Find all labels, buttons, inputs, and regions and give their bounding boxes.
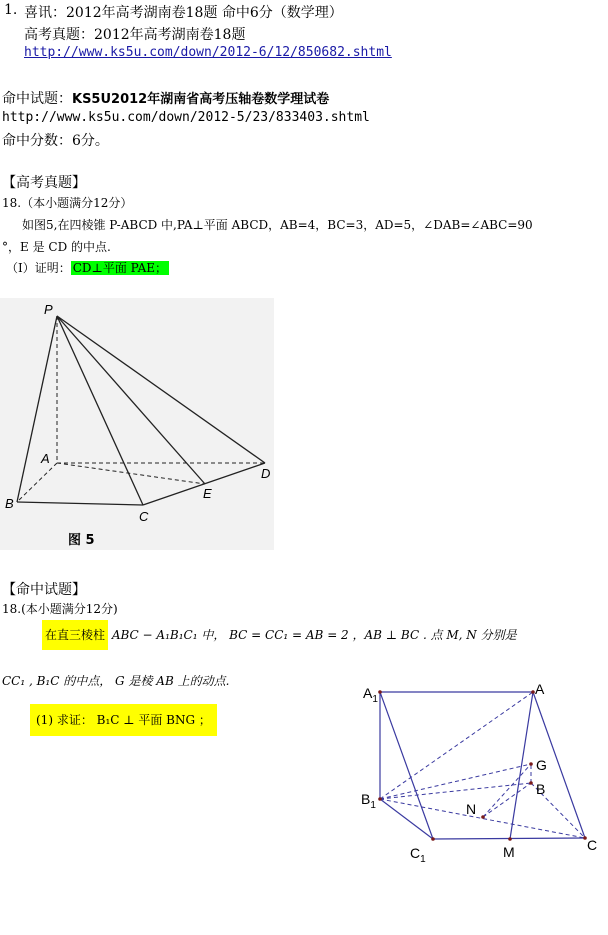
real-exam-question-header: 18.（本小题满分12分） (2, 196, 133, 210)
label-G: G (536, 757, 547, 773)
headline: 喜讯：2012年高考湖南卷18题 命中6分（数学理） (24, 5, 343, 21)
prism-diagram (355, 680, 608, 870)
label-M: M (503, 844, 515, 860)
hit-exam-part1: (1) 求证： B₁C ⊥ 平面 BNG ； (30, 704, 217, 736)
real-exam-part1 (6, 259, 169, 276)
hit-url: http://www.ks5u.com/down/2012-5/23/833403.shtml (2, 110, 370, 125)
real-exam-link[interactable]: http://www.ks5u.com/down/2012-6/12/850682.shtml (24, 45, 392, 60)
label-N: N (466, 801, 477, 817)
label-B1: $B_1$ (361, 791, 376, 811)
label-C: C (139, 509, 149, 524)
prism-figure (355, 680, 608, 870)
hit-exam-line1 (42, 618, 517, 652)
label-C1: $C_1$ (410, 845, 426, 865)
label-A: A (535, 681, 545, 697)
hit-exam-section-title: 【命中试题】 (2, 582, 86, 598)
prism-highlight: 在直三棱柱 (42, 620, 108, 650)
label-B: B (536, 781, 546, 797)
hit-info-line (2, 88, 329, 108)
real-exam-question-body-cont: °，E 是 CD 的中点. (2, 240, 111, 254)
real-exam-section-title: 【高考真题】 (2, 175, 86, 191)
item-number: 1. (4, 2, 18, 18)
label-E: E (203, 486, 212, 501)
hit-title: KS5U2012年湖南省高考压轴卷数学理试卷 (72, 92, 330, 107)
figure-caption: 图 5 (68, 533, 95, 548)
label-C: C (587, 837, 598, 853)
label-P: P (44, 302, 53, 317)
pyramid-diagram (0, 298, 274, 550)
label-D: D (261, 466, 271, 481)
real-exam-label: 高考真题：2012年高考湖南卷18题 (24, 27, 246, 43)
figure-5 (0, 298, 274, 550)
part1-highlight: CD⊥平面 PAE； (72, 261, 168, 275)
part1-prefix: （Ⅰ）证明： (6, 261, 71, 275)
real-exam-question-body: 如图5,在四棱锥 P-ABCD 中,PA⊥平面 ABCD，AB=4，BC=3，AD=5，∠DAB=∠ABC=90 (22, 218, 533, 232)
hit-score: 命中分数：6分。 (2, 133, 109, 149)
label-A: A (41, 451, 50, 466)
hit-exam-question-header: 18.(本小题满分12分) (2, 602, 118, 616)
hit-exam-line1-rest: ABC − A₁B₁C₁ 中， BC = CC₁ = AB = 2 ，AB ⊥ BC . 点 M, N 分别是 (108, 628, 517, 642)
hit-label: 命中试题： (2, 91, 72, 107)
label-B: B (5, 496, 14, 511)
label-A1: $A_1$ (363, 685, 378, 705)
hit-exam-line2: CC₁ , B₁C 的中点， G 是棱 AB 上的动点. (2, 674, 230, 688)
